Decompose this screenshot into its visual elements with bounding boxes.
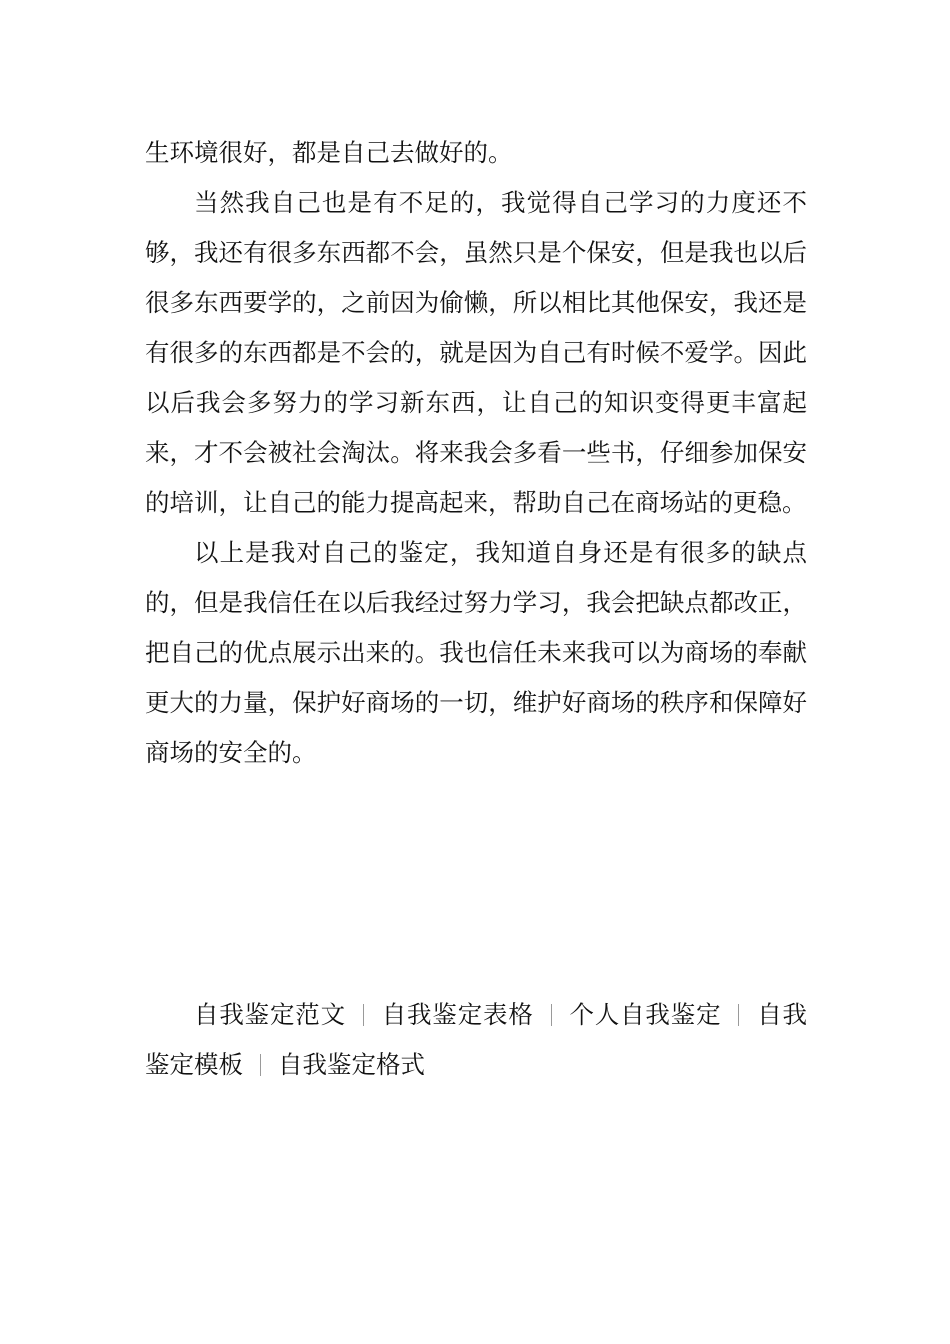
link-personal-self-assessment[interactable]: 个人自我鉴定 [568,1000,722,1029]
paragraph-continuation: 生环境很好，都是自己去做好的。 [145,138,513,167]
spacer [145,778,807,990]
link-self-assessment-templates[interactable]: 自我鉴定模板 [145,1000,808,1079]
link-separator [738,1004,739,1026]
link-self-assessment-forms[interactable]: 自我鉴定表格 [380,1000,534,1029]
paragraph-conclusion: 以上是我对自己的鉴定，我知道自身还是有很多的缺点的，但是我信任在以后我经过努力学习，我会把缺点都改正，把自己的优点展示出来的。我也信任未来我可以为商场的奉献更大的力量，保护好商场的一切，维护好商场的秩序和保障好商场的安全的。 [145,538,807,767]
related-links [145,990,807,1090]
link-separator [260,1054,261,1076]
paragraph-shortcomings: 当然我自己也是有不足的，我觉得自己学习的力度还不够，我还有很多东西都不会，虽然只是个保安，但是我也以后很多东西要学的，之前因为偷懒，所以相比其他保安，我还是有很多的东西都是不会的，就是因为自己有时候不爱学。因此以后我会多努力的学习新东西，让自己的知识变得更丰富起来，才不会被社会淘汰。将来我会多看一些书，仔细参加保安的培训，让自己的能力提高起来，帮助自己在商场站的更稳。 [145,188,807,517]
link-self-assessment-formats[interactable]: 自我鉴定格式 [278,1050,425,1079]
link-self-assessment-samples[interactable]: 自我鉴定范文 [194,1000,346,1029]
link-separator [551,1004,552,1026]
link-separator [363,1004,364,1026]
document-page [145,128,807,1090]
